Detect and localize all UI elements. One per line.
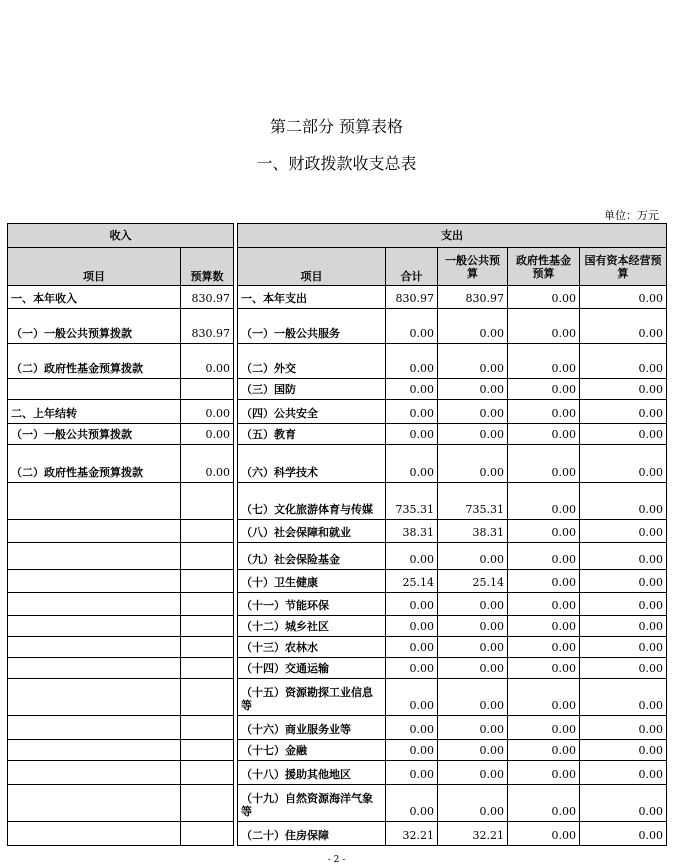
header-row-top	[8, 224, 667, 248]
page-number: - 2 -	[327, 855, 346, 865]
income-item-cell	[8, 616, 181, 637]
gov-fund-budget-cell: 0.00	[508, 379, 580, 400]
general-budget-cell: 32.21	[438, 822, 508, 846]
income-budget-cell: 0.00	[181, 424, 234, 445]
state-capital-budget-cell: 0.00	[580, 593, 667, 616]
income-item-cell	[8, 785, 181, 822]
expense-total-cell: 0.00	[386, 740, 438, 761]
gov-fund-budget-cell: 0.00	[508, 520, 580, 543]
expense-total-cell: 0.00	[386, 445, 438, 483]
income-item-cell	[8, 740, 181, 761]
expense-item-cell: （七）文化旅游体育与传媒	[238, 483, 386, 520]
state-capital-budget-cell: 0.00	[580, 520, 667, 543]
table-row	[8, 658, 667, 679]
table-row	[8, 543, 667, 570]
income-budget-cell	[181, 679, 234, 716]
income-item-cell	[8, 822, 181, 846]
income-budget-cell	[181, 785, 234, 822]
budget-table	[7, 223, 667, 846]
income-budget-cell: 0.00	[181, 400, 234, 424]
state-capital-budget-cell: 0.00	[580, 483, 667, 520]
expense-total-cell: 0.00	[386, 761, 438, 785]
income-budget-cell	[181, 637, 234, 658]
income-budget-cell: 0.00	[181, 344, 234, 379]
general-budget-cell: 0.00	[438, 785, 508, 822]
expense-total-cell: 0.00	[386, 637, 438, 658]
gov-fund-budget-cell: 0.00	[508, 445, 580, 483]
income-budget-cell: 830.97	[181, 309, 234, 344]
table-row	[8, 424, 667, 445]
table-row	[8, 570, 667, 593]
general-budget-cell: 38.31	[438, 520, 508, 543]
income-item-cell: （二）政府性基金预算拨款	[8, 445, 181, 483]
gov-fund-budget-cell: 0.00	[508, 593, 580, 616]
table-row	[8, 400, 667, 424]
table-row	[8, 822, 667, 846]
expense-total-cell: 0.00	[386, 593, 438, 616]
income-item-cell	[8, 716, 181, 740]
state-capital-budget-cell: 0.00	[580, 658, 667, 679]
table-row	[8, 309, 667, 344]
income-item-cell	[8, 658, 181, 679]
state-capital-budget-cell: 0.00	[580, 344, 667, 379]
col-gov-fund-budget: 政府性基金预算	[508, 248, 580, 286]
unit-label: 单位：万元	[604, 209, 659, 222]
table-row	[8, 286, 667, 309]
general-budget-cell: 0.00	[438, 309, 508, 344]
state-capital-budget-cell: 0.00	[580, 286, 667, 309]
state-capital-budget-cell: 0.00	[580, 740, 667, 761]
expense-item-cell: （二）外交	[238, 344, 386, 379]
gov-fund-budget-cell: 0.00	[508, 400, 580, 424]
table-row	[8, 616, 667, 637]
income-budget-cell	[181, 593, 234, 616]
income-item-cell	[8, 379, 181, 400]
state-capital-budget-cell: 0.00	[580, 616, 667, 637]
income-budget-cell: 0.00	[181, 445, 234, 483]
general-budget-cell: 0.00	[438, 716, 508, 740]
general-budget-cell: 0.00	[438, 593, 508, 616]
col-state-capital-budget: 国有资本经营预算	[580, 248, 667, 286]
table-row	[8, 761, 667, 785]
expense-item-cell: （十二）城乡社区	[238, 616, 386, 637]
general-budget-cell: 0.00	[438, 637, 508, 658]
gov-fund-budget-cell: 0.00	[508, 740, 580, 761]
income-budget-cell	[181, 740, 234, 761]
expense-item-cell: （十一）节能环保	[238, 593, 386, 616]
table-row	[8, 785, 667, 822]
expense-item-cell: （三）国防	[238, 379, 386, 400]
state-capital-budget-cell: 0.00	[580, 637, 667, 658]
income-budget-cell	[181, 616, 234, 637]
expense-item-cell: （六）科学技术	[238, 445, 386, 483]
state-capital-budget-cell: 0.00	[580, 716, 667, 740]
gov-fund-budget-cell: 0.00	[508, 543, 580, 570]
state-capital-budget-cell: 0.00	[580, 822, 667, 846]
state-capital-budget-cell: 0.00	[580, 379, 667, 400]
gov-fund-budget-cell: 0.00	[508, 309, 580, 344]
income-header: 收入	[8, 224, 234, 248]
general-budget-cell: 0.00	[438, 616, 508, 637]
general-budget-cell: 830.97	[438, 286, 508, 309]
gov-fund-budget-cell: 0.00	[508, 679, 580, 716]
expense-item-cell: （八）社会保障和就业	[238, 520, 386, 543]
expense-total-cell: 0.00	[386, 379, 438, 400]
income-budget-cell	[181, 483, 234, 520]
income-budget-cell	[181, 761, 234, 785]
gov-fund-budget-cell: 0.00	[508, 616, 580, 637]
income-item-cell	[8, 593, 181, 616]
expense-item-cell: （十六）商业服务业等	[238, 716, 386, 740]
expense-item-cell: （十七）金融	[238, 740, 386, 761]
state-capital-budget-cell: 0.00	[580, 785, 667, 822]
gov-fund-budget-cell: 0.00	[508, 637, 580, 658]
income-item-cell	[8, 761, 181, 785]
income-budget-cell	[181, 570, 234, 593]
table-body	[8, 286, 667, 846]
gov-fund-budget-cell: 0.00	[508, 716, 580, 740]
gov-fund-budget-cell: 0.00	[508, 570, 580, 593]
gov-fund-budget-cell: 0.00	[508, 822, 580, 846]
income-item-cell	[8, 520, 181, 543]
gov-fund-budget-cell: 0.00	[508, 483, 580, 520]
expense-item-cell: （十三）农林水	[238, 637, 386, 658]
expense-item-cell: （九）社会保险基金	[238, 543, 386, 570]
income-item-cell: 二、上年结转	[8, 400, 181, 424]
table-row	[8, 593, 667, 616]
expense-total-cell: 0.00	[386, 344, 438, 379]
page-heading: 第二部分 预算表格	[269, 117, 404, 136]
expense-total-cell: 0.00	[386, 616, 438, 637]
gov-fund-budget-cell: 0.00	[508, 424, 580, 445]
expense-total-cell: 830.97	[386, 286, 438, 309]
income-budget-cell	[181, 543, 234, 570]
income-item-cell	[8, 637, 181, 658]
expense-item-cell: （五）教育	[238, 424, 386, 445]
gov-fund-budget-cell: 0.00	[508, 785, 580, 822]
expense-item-cell: （二十）住房保障	[238, 822, 386, 846]
income-item-cell	[8, 570, 181, 593]
col-income-budget: 预算数	[181, 248, 234, 286]
state-capital-budget-cell: 0.00	[580, 400, 667, 424]
expense-item-cell: （十五）资源勘探工业信息等	[238, 679, 386, 716]
general-budget-cell: 0.00	[438, 679, 508, 716]
table-row	[8, 379, 667, 400]
table-row	[8, 637, 667, 658]
income-budget-cell	[181, 520, 234, 543]
col-general-budget: 一般公共预算	[438, 248, 508, 286]
expense-total-cell: 0.00	[386, 400, 438, 424]
general-budget-cell: 0.00	[438, 761, 508, 785]
income-item-cell: （一）一般公共预算拨款	[8, 309, 181, 344]
col-expense-item: 项目	[238, 248, 386, 286]
state-capital-budget-cell: 0.00	[580, 679, 667, 716]
gov-fund-budget-cell: 0.00	[508, 761, 580, 785]
expense-item-cell: （十九）自然资源海洋气象等	[238, 785, 386, 822]
income-item-cell	[8, 543, 181, 570]
expense-total-cell: 0.00	[386, 679, 438, 716]
income-budget-cell	[181, 822, 234, 846]
income-item-cell	[8, 679, 181, 716]
expense-item-cell: 一、本年支出	[238, 286, 386, 309]
table-title: 一、财政拨款收支总表	[256, 154, 417, 173]
table-row	[8, 716, 667, 740]
header-row-columns	[8, 248, 667, 286]
general-budget-cell: 25.14	[438, 570, 508, 593]
state-capital-budget-cell: 0.00	[580, 309, 667, 344]
expense-total-cell: 25.14	[386, 570, 438, 593]
income-item-cell: 一、本年收入	[8, 286, 181, 309]
income-budget-cell	[181, 379, 234, 400]
expense-header: 支出	[238, 224, 667, 248]
general-budget-cell: 0.00	[438, 400, 508, 424]
state-capital-budget-cell: 0.00	[580, 445, 667, 483]
table-row	[8, 679, 667, 716]
gov-fund-budget-cell: 0.00	[508, 344, 580, 379]
general-budget-cell: 0.00	[438, 658, 508, 679]
general-budget-cell: 0.00	[438, 424, 508, 445]
expense-item-cell: （四）公共安全	[238, 400, 386, 424]
expense-item-cell: （一）一般公共服务	[238, 309, 386, 344]
gov-fund-budget-cell: 0.00	[508, 658, 580, 679]
state-capital-budget-cell: 0.00	[580, 761, 667, 785]
expense-total-cell: 32.21	[386, 822, 438, 846]
income-item-cell: （二）政府性基金预算拨款	[8, 344, 181, 379]
expense-total-cell: 735.31	[386, 483, 438, 520]
table-row	[8, 740, 667, 761]
state-capital-budget-cell: 0.00	[580, 570, 667, 593]
income-budget-cell: 830.97	[181, 286, 234, 309]
table-row	[8, 445, 667, 483]
expense-total-cell: 0.00	[386, 716, 438, 740]
income-item-cell	[8, 483, 181, 520]
expense-total-cell: 0.00	[386, 424, 438, 445]
expense-total-cell: 0.00	[386, 309, 438, 344]
income-item-cell: （一）一般公共预算拨款	[8, 424, 181, 445]
table-row	[8, 483, 667, 520]
state-capital-budget-cell: 0.00	[580, 543, 667, 570]
col-total: 合计	[386, 248, 438, 286]
table-row	[8, 344, 667, 379]
expense-total-cell: 0.00	[386, 543, 438, 570]
general-budget-cell: 0.00	[438, 740, 508, 761]
table-row	[8, 520, 667, 543]
income-budget-cell	[181, 658, 234, 679]
expense-total-cell: 38.31	[386, 520, 438, 543]
gov-fund-budget-cell: 0.00	[508, 286, 580, 309]
expense-item-cell: （十四）交通运输	[238, 658, 386, 679]
general-budget-cell: 0.00	[438, 344, 508, 379]
expense-total-cell: 0.00	[386, 658, 438, 679]
expense-item-cell: （十八）援助其他地区	[238, 761, 386, 785]
col-income-item: 项目	[8, 248, 181, 286]
expense-item-cell: （十）卫生健康	[238, 570, 386, 593]
general-budget-cell: 0.00	[438, 445, 508, 483]
income-budget-cell	[181, 716, 234, 740]
expense-total-cell: 0.00	[386, 785, 438, 822]
general-budget-cell: 0.00	[438, 379, 508, 400]
state-capital-budget-cell: 0.00	[580, 424, 667, 445]
general-budget-cell: 735.31	[438, 483, 508, 520]
general-budget-cell: 0.00	[438, 543, 508, 570]
